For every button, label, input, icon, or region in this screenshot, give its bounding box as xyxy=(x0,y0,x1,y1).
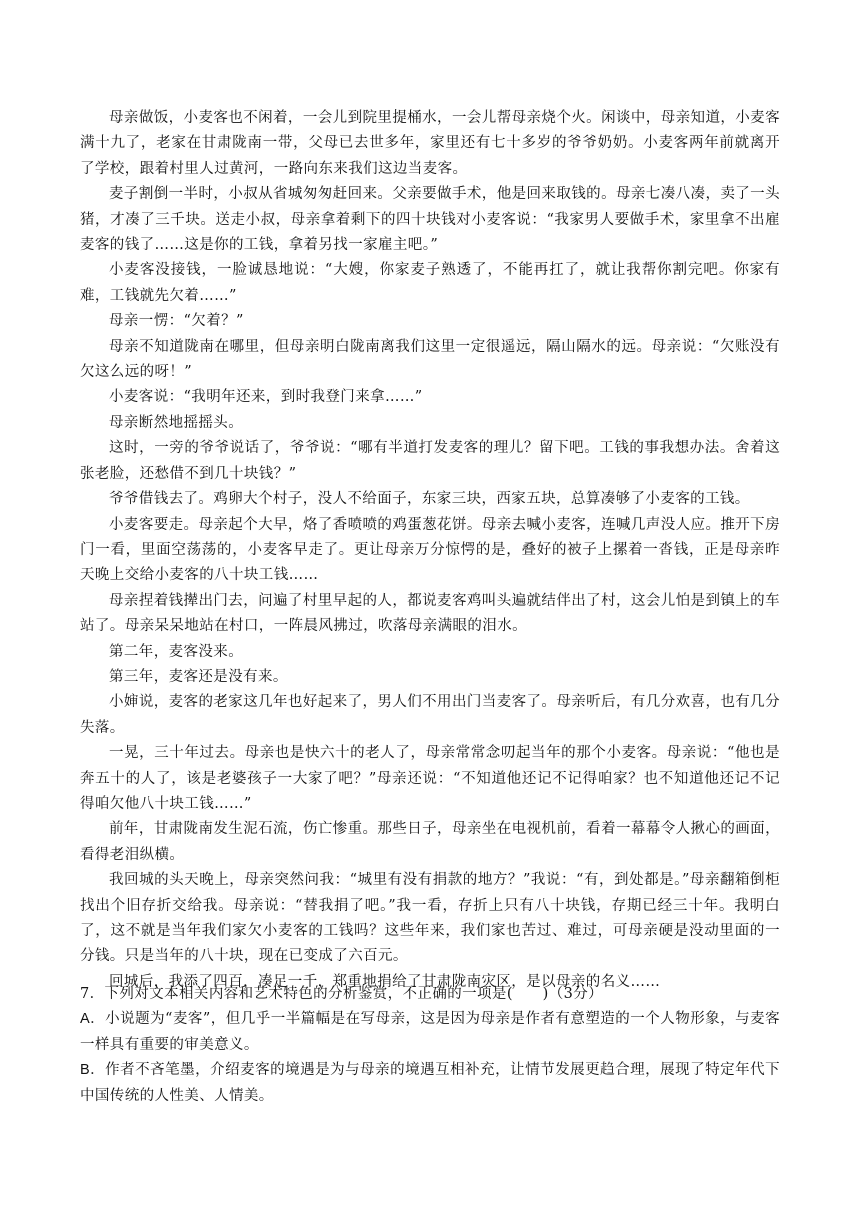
option-a-label: A xyxy=(80,1011,91,1028)
passage-paragraph-1: 母亲做饭，小麦客也不闲着，一会儿到院里提桶水，一会儿帮母亲烧个火。闲谈中，母亲知道，小麦客满十九了，老家在甘肃陇南一带，父母已去世多年，家里还有七十多岁的爷爷奶奶。小麦客两年前就离开了学校，跟着村里人过黄河，一路向东来我们这边当麦客。 xyxy=(80,110,780,177)
passage-paragraph-5: 母亲不知道陇南在哪里，但母亲明白陇南离我们这里一定很遥远，隔山隔水的远。母亲说：“欠账没有欠这么远的呀！” xyxy=(80,338,780,381)
passage-paragraph-6: 小麦客说：“我明年还来，到时我登门来拿……” xyxy=(109,389,423,406)
passage-paragraph-7: 母亲断然地摇摇头。 xyxy=(109,414,244,431)
passage-paragraph-16: 前年，甘肃陇南发生泥石流，伤亡惨重。那些日子，母亲坐在电视机前，看着一幕幕令人揪心的画面，看得老泪纵横。 xyxy=(80,821,780,863)
passage-paragraph-14: 小婶说，麦客的老家这几年也好起来了，男人们不用出门当麦客了。母亲听后，有几分欢喜，也有几分失落。 xyxy=(80,694,780,736)
passage-paragraph-2: 麦子割倒一半时，小叔从省城匆匆赶回来。父亲要做手术，他是回来取钱的。母亲七凑八凑，卖了一头猪，才凑了三千块。送走小叔，母亲拿着剩下的四十块钱对小麦客说：“我家男人要做手术，家里拿不出雇麦客的钱了……这是你的工钱，拿着另找一家雇主吧。” xyxy=(80,186,780,254)
passage-paragraph-17: 我回城的头天晚上，母亲突然问我：“城里有没有捐款的地方？”我说：“有，到处都是。”母亲翻箱倒柜找出个旧存折交给我。母亲说：“替我捐了吧。”我一看，存折上只有八十块钱，存期已经三十年。我明白了，这不就是当年我们家欠小麦客的工钱吗？这些年来，我们家也苦过、难过，可母亲硬是没动里面的一分钱。只是当年的八十块，现在已变成了六百元。 xyxy=(80,872,780,965)
passage-paragraph-4: 母亲一愣：“欠着？” xyxy=(109,313,244,330)
passage-paragraph-12: 第二年，麦客没来。 xyxy=(109,643,244,660)
passage-paragraph-10: 小麦客要走。母亲起个大早，烙了香喷喷的鸡蛋葱花饼。母亲去喊小麦客，连喊几声没人应。推开下房门一看，里面空荡荡的，小麦客早走了。更让母亲万分惊愕的是，叠好的被子上摞着一沓钱，正是母亲昨天晚上交给小麦客的八十块工钱…… xyxy=(80,516,780,584)
option-b xyxy=(80,1058,780,1109)
passage-paragraph-15: 一晃，三十年过去。母亲也是快六十的老人了，母亲常常念叨起当年的那个小麦客。母亲说：“他也是奔五十的人了，该是老婆孩子一大家了吧？”母亲还说：“不知道他还记不记得咱家？也不知道他还记不记得咱欠他八十块工钱……” xyxy=(80,745,780,812)
question-7 xyxy=(80,982,780,1109)
option-b-text: ．作者不吝笔墨，介绍麦客的境遇是为与母亲的境遇互相补充，让情节发展更趋合理，展现了特定年代下中国传统的人性美、人情美。 xyxy=(80,1062,780,1104)
passage-paragraph-9: 爷爷借钱去了。鸡卵大个村子，没人不给面子，东家三块，西家五块，总算凑够了小麦客的工钱。 xyxy=(109,491,750,508)
passage-paragraph-8: 这时，一旁的爷爷说话了，爷爷说：“哪有半道打发麦客的理儿？留下吧。工钱的事我想办法。舍着这张老脸，还愁借不到几十块钱？” xyxy=(80,440,780,482)
passage-paragraph-13: 第三年，麦客还是没有来。 xyxy=(109,668,288,685)
option-a xyxy=(80,1007,780,1058)
option-a-text: ．小说题为“麦客”，但几乎一半篇幅是在写母亲，这是因为母亲是作者有意塑造的一个人物形象，与麦客一样具有重要的审美意义。 xyxy=(80,1011,780,1053)
passage-paragraph-11: 母亲捏着钱撵出门去，问遍了村里早起的人，都说麦客鸡叫头遍就结伴出了村，这会儿怕是到镇上的车站了。母亲呆呆地站在村口，一阵晨风拂过，吹落母亲满眼的泪水。 xyxy=(80,592,780,635)
question-stem: 7．下列对文本相关内容和艺术特色的分析鉴赏，不正确的一项是( )（3分） xyxy=(80,986,604,1002)
option-b-label: B xyxy=(80,1062,91,1079)
passage-paragraph-18: 回城后，我添了四百，凑足一千，郑重地捐给了甘肃陇南灾区，是以母亲的名义…… xyxy=(109,973,661,990)
passage-paragraph-3: 小麦客没接钱，一脸诚恳地说：“大嫂，你家麦子熟透了，不能再扛了，就让我帮你割完吧。你家有难，工钱就先欠着……” xyxy=(80,262,780,304)
story-passage xyxy=(80,106,780,995)
